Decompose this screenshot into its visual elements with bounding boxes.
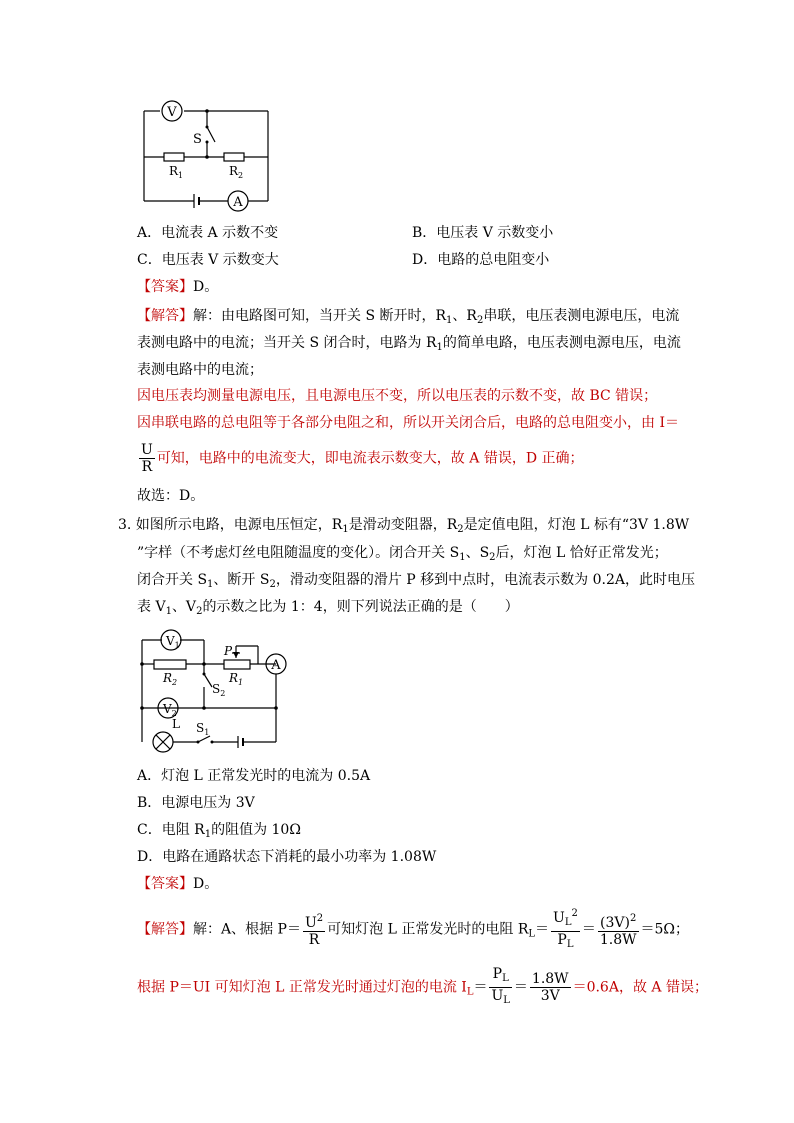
option-a: A．电流表 A 示数不变 (137, 225, 279, 241)
q3-answer-line: 【答案】D。 (137, 876, 219, 892)
v1-label: $V_1$ (166, 634, 180, 650)
r1-label: $R_1$ (169, 164, 184, 180)
answer-line (137, 277, 218, 297)
option-d: D．电路的总电阻变小 (412, 252, 550, 268)
analysis-red-line-2: 因串联电路的总电阻等于各部分电阻之和，所以开关闭合后，电路的总电阻变小，由 I＝ (137, 415, 679, 431)
circuit-diagram-q3 (136, 624, 296, 754)
r1-label-q3: $R_1$ (229, 671, 244, 687)
analysis-red-line-3: $\frac{U}{R}$ 可知，电路中的电流变大，即电流表示数变大，故 A 错误，D 正确； (141, 442, 584, 475)
answer-tag: 【答案】 (137, 279, 193, 295)
lamp-label: L (172, 717, 180, 731)
choose-line: 故选：D。 (137, 488, 205, 504)
q3-option-c: C．电阻 $R_1$的阻值为 10Ω (137, 822, 301, 840)
option-b: B．电压表 V 示数变小 (412, 225, 554, 241)
circuit-diagram-q2 (136, 96, 276, 214)
switch-label: S (193, 132, 202, 147)
option-c: C．电压表 V 示数变大 (137, 252, 279, 268)
ammeter-label-q3: A (271, 658, 281, 673)
q3-stem-line-1: 3. 如图所示电路，电源电压恒定，$R_1$是滑动变阻器，$R_2$是定值电阻，灯泡 L 标有“3V 1.8W (118, 517, 690, 535)
q3-option-b: B．电源电压为 3V (137, 795, 255, 811)
q3-stem-line-2: ”字样（不考虑灯丝电阻随温度的变化）。闭合开关 $S_1$、$S_2$后，灯泡 L 恰好正常发光； (137, 545, 668, 563)
s2-label: $S_2$ (212, 682, 226, 698)
s1-label: $S_1$ (196, 721, 210, 737)
analysis-red-line-1: 因电压表均测量电源电压，且电源电压不变，所以电压表的示数不变，故 BC 错误； (137, 388, 658, 404)
q3-stem-line-4: 表 $V_1$、$V_2$的示数之比为 1：4，则下列说法正确的是（ ） (137, 599, 519, 617)
r2-label-q3: $R_2$ (163, 671, 178, 687)
analysis-line-2: 表测电路中的电流；当开关 S 闭合时，电路为 $R_1$的简单电路，电压表测电源电压，电流 (137, 335, 681, 353)
ammeter-label: A (233, 195, 243, 210)
analysis-tag: 【解答】 (137, 308, 193, 324)
q3-option-a: A．灯泡 L 正常发光时的电流为 0.5A (137, 768, 371, 784)
voltmeter-label: V (167, 105, 177, 120)
v2-label: $V_2$ (163, 702, 177, 718)
slider-p-label: P (224, 644, 233, 658)
analysis-line-3: 表测电路中的电流； (137, 362, 263, 378)
answer-value: D。 (193, 279, 219, 295)
q3-analysis-line-2: 根据 P＝UI 可知灯泡 L 正常发光时通过灯泡的电流 $I_L=$ $\frac{P_L}{U_L}$ ＝ $\frac{1.8W}{3V}$ ＝0.6A，故 A 错误； (137, 966, 708, 1006)
analysis-line-1: 【解答】解：由电路图可知，当开关 S 断开时，$R_1$、$R_2$串联，电压表测电源电压，电流 (137, 308, 680, 326)
q3-stem-line-3: 闭合开关 $S_1$、断开 $S_2$，滑动变阻器的滑片 P 移到中点时，电流表示数为 0.2A，此时电压 (137, 572, 695, 590)
q3-option-d: D．电路在通路状态下消耗的最小功率为 1.08W (137, 849, 437, 865)
r2-label: $R_2$ (229, 164, 244, 180)
q3-analysis-line-1: 【解答】解：A、根据 P＝ $\frac{U^2}{R}$ 可知灯泡 L 正常发光时的电阻 $R_L=$ $\frac{U_L^2}{P_L}$ ＝ $\frac{(3V)^2}{1.8W}$ ＝5Ω； (137, 908, 690, 950)
